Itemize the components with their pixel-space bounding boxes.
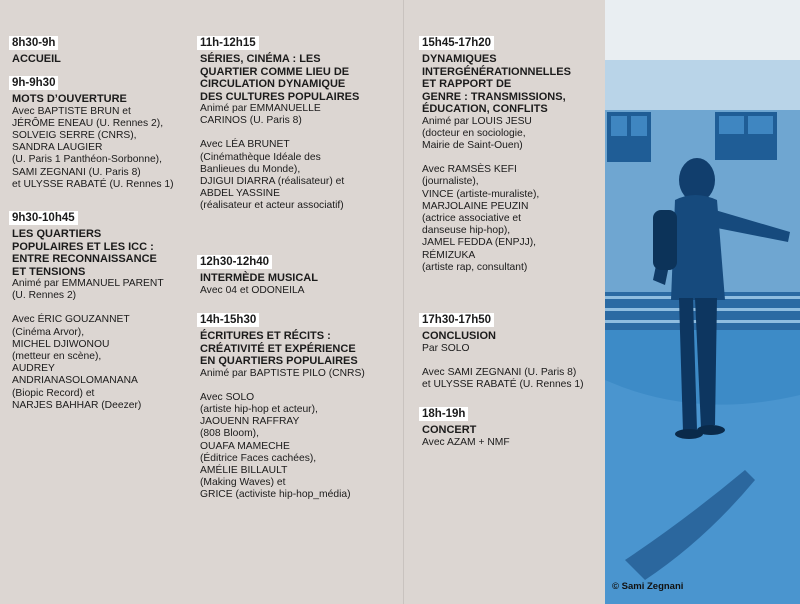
session-concert xyxy=(422,404,607,449)
session-line: MICHEL DJIWONOU xyxy=(12,338,110,350)
session-line: (docteur en sociologie, xyxy=(422,127,526,139)
session-line: (Cinémathèque Idéale des xyxy=(200,151,321,163)
session-time: 9h30-10h45 xyxy=(9,211,78,225)
title-line: LES QUARTIERS xyxy=(12,228,102,240)
session-line: (Cinéma Arvor), xyxy=(12,326,85,338)
session-line: AMÉLIE BILLAULT xyxy=(200,464,288,476)
title-line: INTERGÉNÉRATIONNELLES xyxy=(422,65,571,78)
session-line: Avec LÉA BRUNET xyxy=(200,139,290,151)
session-time: 15h45-17h20 xyxy=(419,36,494,50)
title-line: ET RAPPORT DE xyxy=(422,78,512,90)
session-line: (U. Paris 1 Panthéon-Sorbonne), xyxy=(12,154,162,166)
session-line: Par SOLO xyxy=(422,342,470,354)
session-line: (réalisateur et acteur associatif) xyxy=(200,200,344,212)
session-line: Avec AZAM + NMF xyxy=(422,436,510,448)
session-time: 18h-19h xyxy=(419,407,468,421)
session-line: (808 Bloom), xyxy=(200,428,259,440)
session-line: Avec ÉRIC GOUZANNET xyxy=(12,314,130,326)
session-line: Avec RAMSÈS KEFI xyxy=(422,164,517,176)
session-series-cinema xyxy=(200,33,385,213)
column-2 xyxy=(200,0,403,604)
session-line: Animé par EMMANUELLE xyxy=(200,103,321,114)
photo-person-blue xyxy=(605,0,800,604)
session-line: (Éditrice Faces cachées), xyxy=(200,452,317,464)
session-line: JÉRÔME ENEAU (U. Rennes 2), xyxy=(12,117,164,129)
session-title xyxy=(422,53,607,116)
session-line: CARINOS (U. Paris 8) xyxy=(200,115,302,127)
title-line: ÉDUCATION, CONFLITS xyxy=(422,103,548,115)
session-line: (U. Rennes 2) xyxy=(12,290,77,302)
title-line: QUARTIER COMME LIEU DE xyxy=(200,65,350,78)
title-line: CRÉATIVITÉ ET EXPÉRIENCE xyxy=(200,342,356,355)
session-line: Banlieues du Monde), xyxy=(200,163,301,175)
session-line: JAMEL FEDDA (ENPJJ), xyxy=(422,237,537,249)
title-line: DES CULTURES POPULAIRES xyxy=(200,90,360,103)
session-accueil xyxy=(12,33,197,66)
session-ouverture xyxy=(12,73,197,191)
session-line: Avec BAPTISTE BRUN et xyxy=(12,105,131,117)
session-line: (artiste hip-hop et acteur), xyxy=(200,403,318,415)
session-time: 11h-12h15 xyxy=(197,36,259,50)
column-1 xyxy=(0,0,200,604)
title-line: ET TENSIONS xyxy=(12,265,86,278)
session-time: 8h30-9h xyxy=(9,36,58,50)
session-line: SANDRA LAUGIER xyxy=(12,142,103,154)
session-line: RÉMIZUKA xyxy=(422,249,476,261)
title-line: SÉRIES, CINÉMA : LES xyxy=(200,53,321,65)
title-line: ÉCRITURES ET RÉCITS : xyxy=(200,330,331,342)
session-title xyxy=(12,228,197,278)
session-line: SAMI ZEGNANI (U. Paris 8) xyxy=(12,166,141,178)
session-line: NARJES BAHHAR (Deezer) xyxy=(12,399,142,411)
column-3 xyxy=(403,0,606,604)
photo-illustration xyxy=(605,0,800,604)
session-title: MOTS D’OUVERTURE xyxy=(12,93,127,105)
session-line: (actrice associative et xyxy=(422,212,522,224)
session-intermede xyxy=(200,252,385,297)
session-line: ABDEL YASSINE xyxy=(200,188,280,200)
session-title: CONCERT xyxy=(422,424,477,436)
session-time: 12h30-12h40 xyxy=(197,255,272,269)
session-line: AUDREY xyxy=(12,363,55,375)
session-title xyxy=(200,53,385,103)
session-title: INTERMÈDE MUSICAL xyxy=(200,272,318,284)
session-line: JAOUENN RAFFRAY xyxy=(200,416,300,428)
session-ecritures xyxy=(200,310,385,502)
title-line: DYNAMIQUES xyxy=(422,53,497,65)
session-time: 17h30-17h50 xyxy=(419,313,494,327)
session-line: et ULYSSE RABATÉ (U. Rennes 1) xyxy=(422,378,584,390)
session-line: (metteur en scène), xyxy=(12,351,102,363)
session-line: (artiste rap, consultant) xyxy=(422,261,528,273)
session-line: (journaliste), xyxy=(422,176,479,188)
session-title: ACCUEIL xyxy=(12,53,61,65)
title-line: ENTRE RECONNAISSANCE xyxy=(12,253,157,265)
session-line: GRICE (activiste hip-hop_média) xyxy=(200,489,351,501)
session-line: danseuse hip-hop), xyxy=(422,225,511,237)
session-line: ANDRIANASOLOMANANA xyxy=(12,375,138,387)
session-title: CONCLUSION xyxy=(422,330,496,342)
session-line: OUAFA MAMECHE xyxy=(200,440,290,452)
session-line: Avec SAMI ZEGNANI (U. Paris 8) xyxy=(422,366,577,378)
session-line: (Biopic Record) et xyxy=(12,387,95,399)
session-line: Mairie de Saint-Ouen) xyxy=(422,139,523,151)
session-icc xyxy=(12,208,197,412)
session-line: Animé par BAPTISTE PILO (CNRS) xyxy=(200,367,365,379)
session-time: 14h-15h30 xyxy=(197,313,259,327)
session-line: DJIGUI DIARRA (réalisateur) et xyxy=(200,176,345,188)
session-title xyxy=(200,330,385,368)
title-line: GENRE : TRANSMISSIONS, xyxy=(422,90,566,103)
session-line: et ULYSSE RABATÉ (U. Rennes 1) xyxy=(12,178,174,190)
session-line: Animé par EMMANUEL PARENT xyxy=(12,278,164,289)
title-line: POPULAIRES ET LES ICC : xyxy=(12,240,154,253)
title-line: EN QUARTIERS POPULAIRES xyxy=(200,355,358,367)
session-line: Avec SOLO xyxy=(200,391,255,403)
session-line: Animé par LOUIS JESU xyxy=(422,115,532,127)
session-line: (Making Waves) et xyxy=(200,477,286,489)
session-time: 9h-9h30 xyxy=(9,76,58,90)
session-intergenerationnelles xyxy=(422,33,607,274)
title-line: CIRCULATION DYNAMIQUE xyxy=(200,78,346,90)
session-line: SOLVEIG SERRE (CNRS), xyxy=(12,129,137,141)
photo-credit: © Sami Zegnani xyxy=(612,581,684,592)
session-line: Avec 04 et ODONEILA xyxy=(200,284,305,296)
session-line: VINCE (artiste-muraliste), xyxy=(422,188,540,200)
session-conclusion xyxy=(422,310,607,391)
session-line: MARJOLAINE PEUZIN xyxy=(422,200,529,212)
